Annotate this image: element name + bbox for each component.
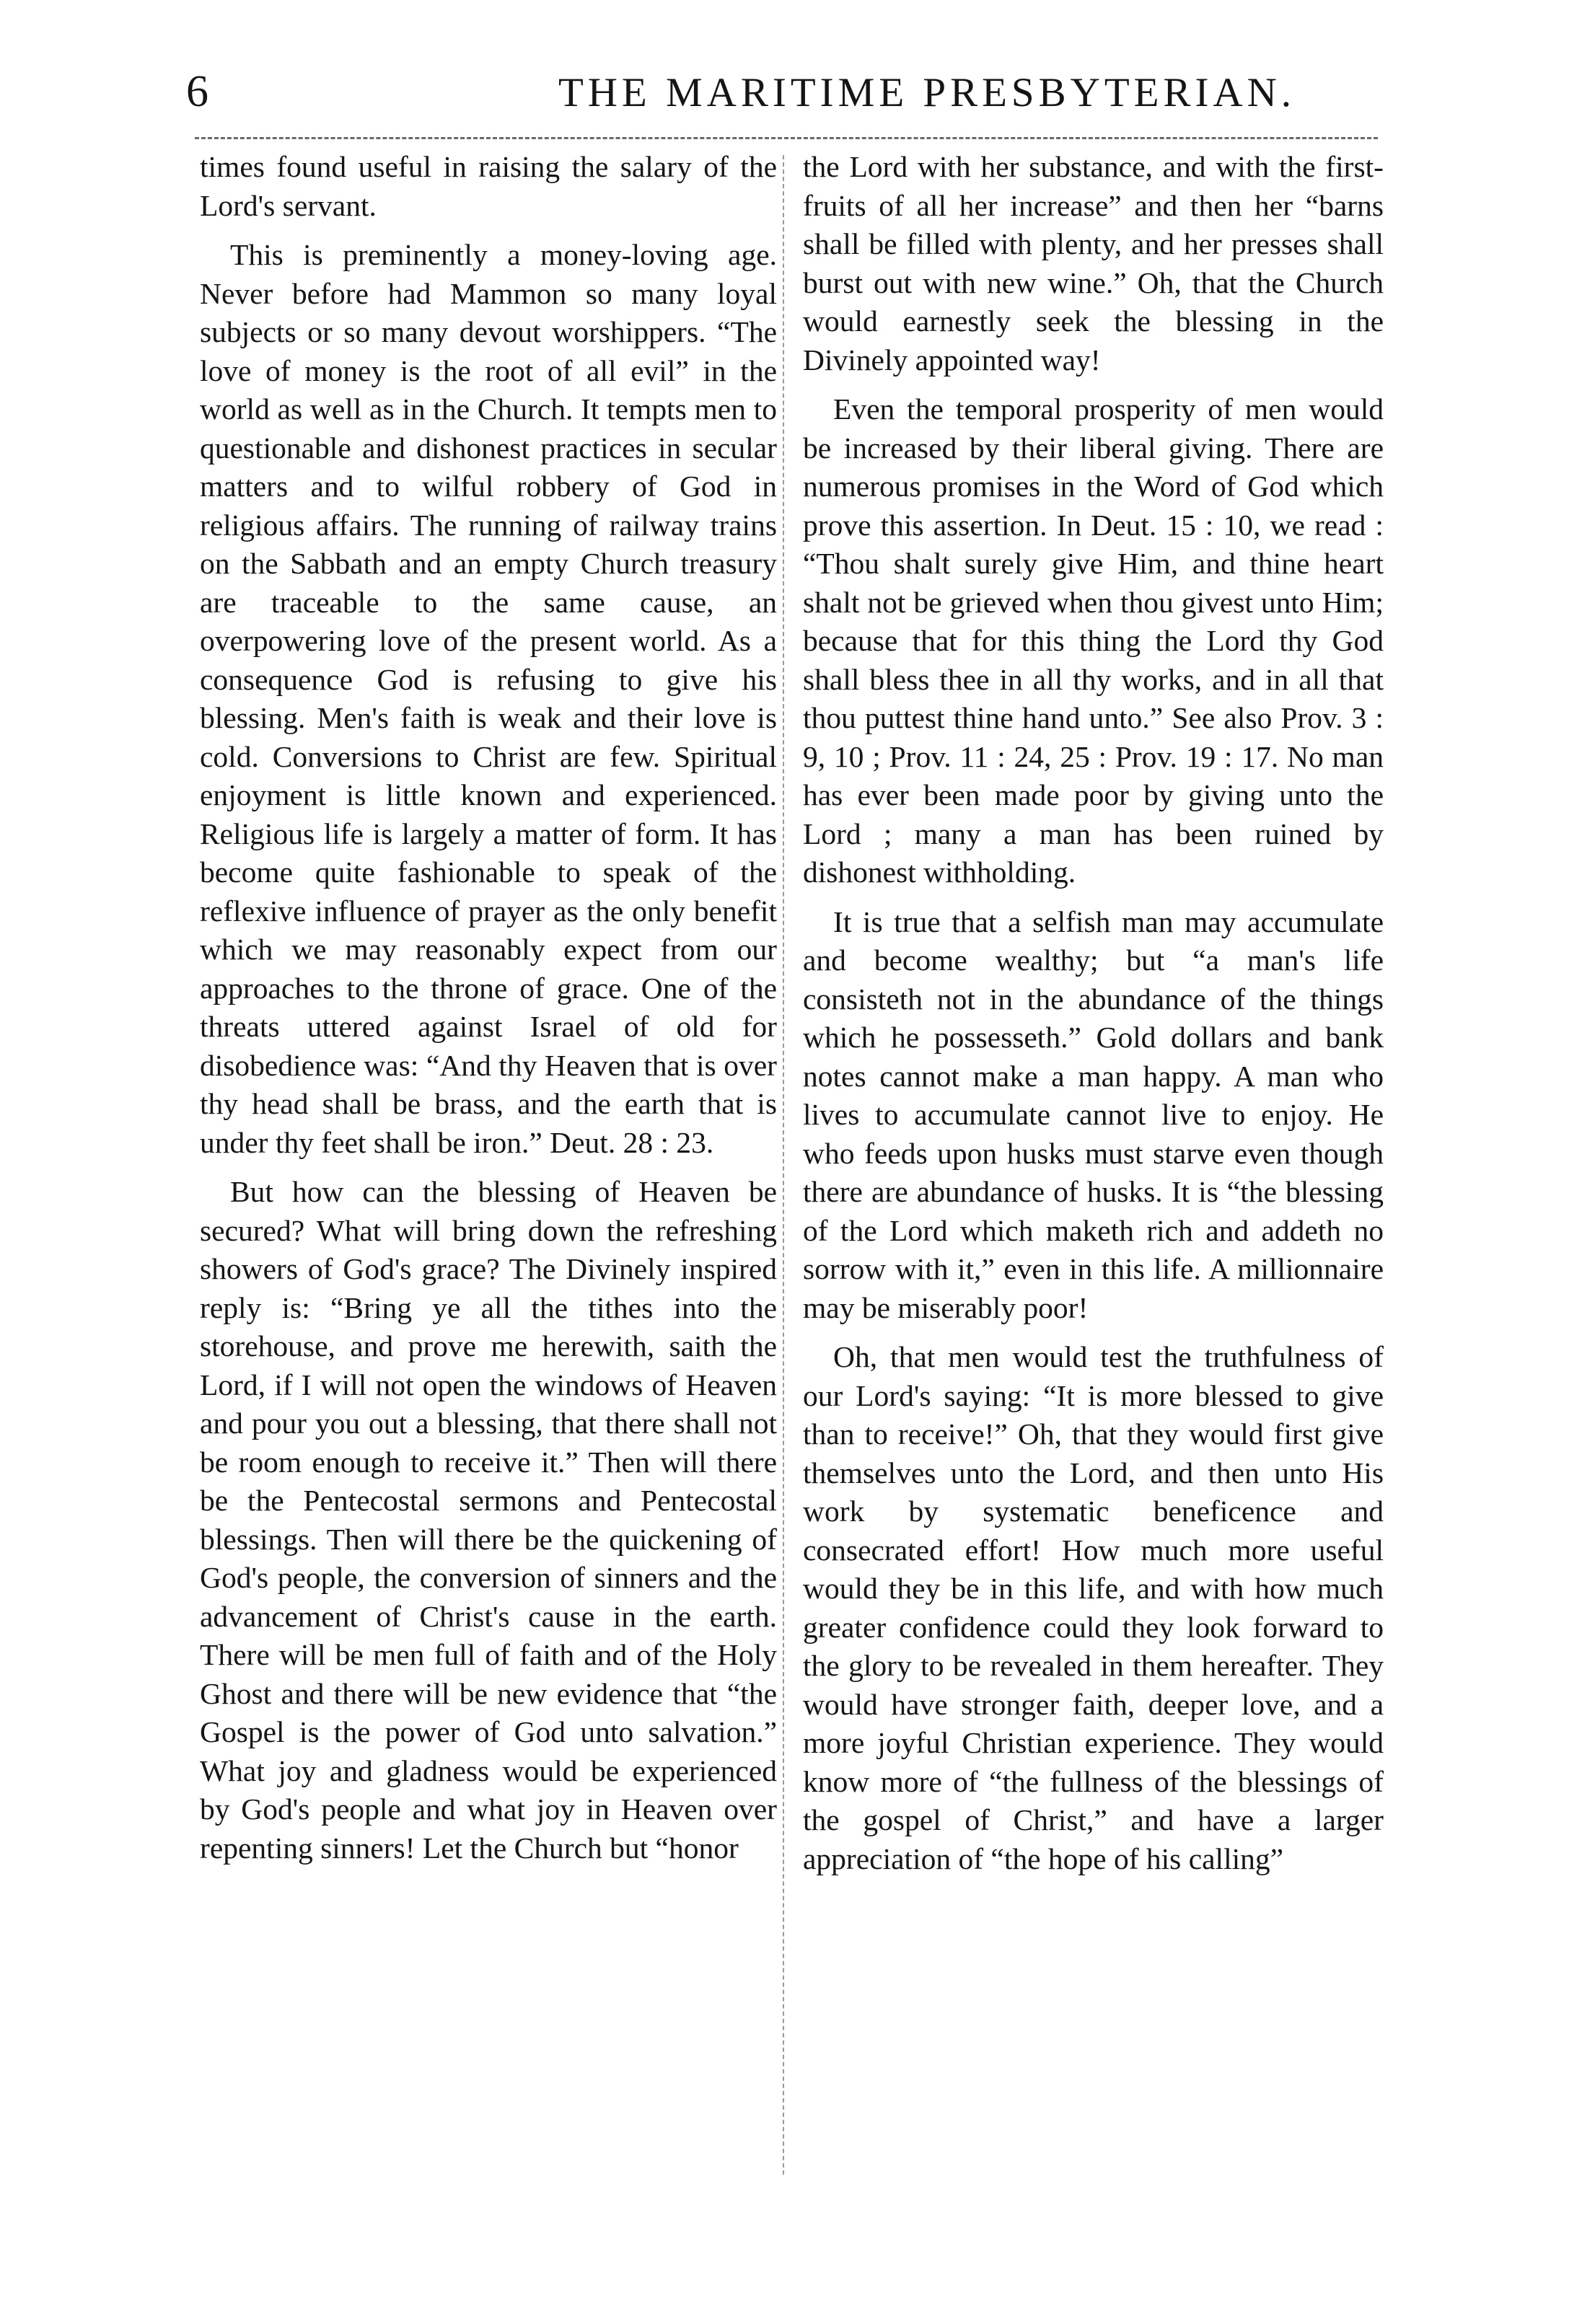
paragraph: the Lord with her substance, and with the first-fruits of all her increase” and then her “barns shall be filled with plenty, and her presses shall burst out with new wine.” Oh, that the Church would earnestly seek the blessing in the Divinely appointed way! bbox=[803, 150, 1384, 377]
paragraph: It is true that a selfish man may accumulate and become wealthy; but “a man's life consisteth not in the abundance of the things which he possesseth.” Gold dollars and bank notes cannot make a man happy. A man who lives to accumulate cannot live to enjoy. He who feeds upon husks must starve even though there are abundance of husks. It is “the blessing of the Lord which maketh rich and addeth no sorrow with it,” even in this life. A millionnaire may be miserably poor! bbox=[803, 904, 1384, 1324]
left-column bbox=[200, 148, 777, 2167]
paragraph: This is preminently a money-loving age. Never before had Mammon so many loyal subjects or so many devout worshippers. “The love of money is the root of all evil” in the world as well as in the Church. It tempts men to questionable and dishonest practices in secular matters and to wilful robbery of God in religious affairs. The running of railway trains on the Sabbath and an empty Church treasury are traceable to the same cause, an overpowering love of the present world. As a consequence God is refusing to give his blessing. Men's faith is weak and their love is cold. Conversions to Christ are few. Spiritual enjoyment is little known and experienced. Religious life is largely a matter of form. It has become quite fashionable to speak of the reflexive influence of prayer as the only benefit which we may reasonably expect from our approaches to the throne of grace. One of the threats uttered against Israel of old for disobedience was: “And thy Heaven that is over thy head shall be brass, and the earth that is under thy feet shall be iron.” Deut. 28 : 23. bbox=[200, 238, 777, 1159]
header-rule bbox=[195, 137, 1378, 139]
page-header bbox=[0, 0, 1595, 144]
paragraph: But how can the blessing of Heaven be secured? What will bring down the refreshing showers of God's grace? The Divinely inspired reply is: “Bring ye all the tithes into the storehouse, and prove me herewith, saith the Lord, if I will not open the windows of Heaven and pour you out a blessing, that there shall not be room enough to receive it.” Then will there be the Pentecostal sermons and Pentecostal blessings. Then will there be the quickening of God's people, the conversion of sinners and the advancement of Christ's cause in the earth. There will be men full of faith and of the Holy Ghost and there will be new evidence that “the Gospel is the power of God unto salvation.” What joy and gladness would be experienced by God's people and what joy in Heaven over repenting sinners! Let the Church but “honor bbox=[200, 1175, 777, 1865]
page-number: 6 bbox=[186, 67, 208, 116]
running-title: THE MARITIME PRESBYTERIAN. bbox=[558, 70, 1296, 115]
right-column bbox=[803, 148, 1384, 2167]
column-divider bbox=[783, 155, 784, 2175]
paragraph: times found useful in raising the salary of the Lord's servant. bbox=[200, 150, 777, 222]
paragraph: Oh, that men would test the truthfulness of our Lord's saying: “It is more blessed to give than to receive!” Oh, that they would first give themselves unto the Lord, and then unto His work by systematic beneficence and consecrated effort! How much more useful would they be in this life, and with how much greater confidence could they look forward to the glory to be revealed in them hereafter. They would have stronger faith, deeper love, and a more joyful Christian experience. They would know more of “the fullness of the blessings of the gospel of Christ,” and have a larger appreciation of “the hope of his calling” bbox=[803, 1340, 1384, 1875]
paragraph: Even the temporal prosperity of men would be increased by their liberal giving. There are numerous promises in the Word of God which prove this assertion. In Deut. 15 : 10, we read : “Thou shalt surely give Him, and thine heart shalt not be grieved when thou givest unto Him; because that for this thing the Lord thy God shall bless thee in all thy works, and in all that thou puttest thine hand unto.” See also Prov. 3 : 9, 10 ; Prov. 11 : 24, 25 : Prov. 19 : 17. No man has ever been made poor by giving unto the Lord ; many a man has been ruined by dishonest withholding. bbox=[803, 392, 1384, 889]
